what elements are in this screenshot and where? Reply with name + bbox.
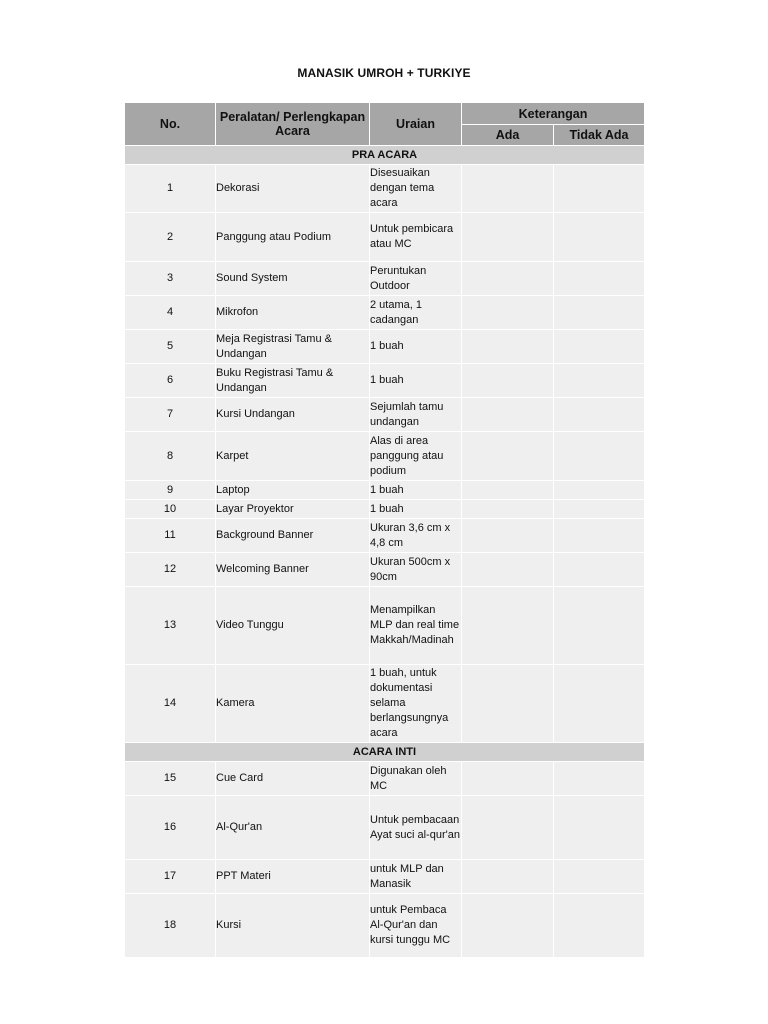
table-row — [125, 894, 645, 958]
row-not-available-cell — [554, 296, 645, 330]
table-row — [125, 860, 645, 894]
row-number: 10 — [125, 500, 216, 519]
row-number: 3 — [125, 262, 216, 296]
row-not-available-cell — [554, 894, 645, 958]
row-item: Kursi — [216, 894, 370, 958]
row-item: Cue Card — [216, 762, 370, 796]
row-number: 18 — [125, 894, 216, 958]
row-number: 17 — [125, 860, 216, 894]
header-not-available: Tidak Ada — [554, 125, 645, 146]
row-description: untuk Pembaca Al-Qur'an dan kursi tunggu MC — [370, 894, 462, 958]
row-available-cell — [462, 796, 554, 860]
row-available-cell — [462, 364, 554, 398]
row-available-cell — [462, 519, 554, 553]
section-title: PRA ACARA — [125, 146, 645, 165]
row-description: 2 utama, 1 cadangan — [370, 296, 462, 330]
row-not-available-cell — [554, 796, 645, 860]
row-number: 2 — [125, 213, 216, 262]
row-item: PPT Materi — [216, 860, 370, 894]
row-available-cell — [462, 587, 554, 665]
row-not-available-cell — [554, 481, 645, 500]
row-available-cell — [462, 165, 554, 213]
row-description: Untuk pembacaan Ayat suci al-qur'an — [370, 796, 462, 860]
row-number: 1 — [125, 165, 216, 213]
row-item: Video Tunggu — [216, 587, 370, 665]
document-title: MANASIK UMROH + TURKIYE — [297, 66, 471, 80]
row-description: Untuk pembicara atau MC — [370, 213, 462, 262]
row-not-available-cell — [554, 165, 645, 213]
row-available-cell — [462, 262, 554, 296]
row-item: Kursi Undangan — [216, 398, 370, 432]
row-item: Karpet — [216, 432, 370, 481]
row-item: Dekorasi — [216, 165, 370, 213]
row-not-available-cell — [554, 587, 645, 665]
table-row — [125, 762, 645, 796]
table-row — [125, 330, 645, 364]
table-row — [125, 500, 645, 519]
row-available-cell — [462, 213, 554, 262]
row-description: 1 buah — [370, 481, 462, 500]
row-description: untuk MLP dan Manasik — [370, 860, 462, 894]
row-available-cell — [462, 481, 554, 500]
row-not-available-cell — [554, 860, 645, 894]
header-item: Peralatan/ Perlengkapan Acara — [216, 103, 370, 146]
row-number: 16 — [125, 796, 216, 860]
row-not-available-cell — [554, 665, 645, 743]
row-description: Ukuran 3,6 cm x 4,8 cm — [370, 519, 462, 553]
row-available-cell — [462, 665, 554, 743]
row-description: Sejumlah tamu undangan — [370, 398, 462, 432]
equipment-checklist-table — [124, 102, 645, 958]
row-description: Disesuaikan dengan tema acara — [370, 165, 462, 213]
row-number: 7 — [125, 398, 216, 432]
table-row — [125, 165, 645, 213]
section-title: ACARA INTI — [125, 743, 645, 762]
table-row — [125, 262, 645, 296]
row-available-cell — [462, 296, 554, 330]
row-description: Alas di area panggung atau podium — [370, 432, 462, 481]
row-available-cell — [462, 398, 554, 432]
row-number: 12 — [125, 553, 216, 587]
row-available-cell — [462, 894, 554, 958]
row-item: Layar Proyektor — [216, 500, 370, 519]
table-row — [125, 213, 645, 262]
table-body — [125, 146, 645, 958]
header-no: No. — [125, 103, 216, 146]
row-item: Welcoming Banner — [216, 553, 370, 587]
table-row — [125, 296, 645, 330]
row-description: 1 buah — [370, 330, 462, 364]
row-description: 1 buah — [370, 500, 462, 519]
row-item: Laptop — [216, 481, 370, 500]
row-description: 1 buah — [370, 364, 462, 398]
table-row — [125, 432, 645, 481]
table-row — [125, 398, 645, 432]
row-not-available-cell — [554, 553, 645, 587]
row-available-cell — [462, 553, 554, 587]
row-item: Buku Registrasi Tamu & Undangan — [216, 364, 370, 398]
row-item: Meja Registrasi Tamu & Undangan — [216, 330, 370, 364]
row-available-cell — [462, 330, 554, 364]
row-not-available-cell — [554, 364, 645, 398]
row-description: Peruntukan Outdoor — [370, 262, 462, 296]
row-available-cell — [462, 860, 554, 894]
row-available-cell — [462, 500, 554, 519]
row-number: 15 — [125, 762, 216, 796]
header-status: Keterangan — [462, 103, 645, 125]
row-not-available-cell — [554, 262, 645, 296]
row-not-available-cell — [554, 500, 645, 519]
row-available-cell — [462, 762, 554, 796]
row-description: 1 buah, untuk dokumentasi selama berlangsungnya acara — [370, 665, 462, 743]
row-number: 6 — [125, 364, 216, 398]
row-description: Digunakan oleh MC — [370, 762, 462, 796]
table-row — [125, 481, 645, 500]
row-number: 13 — [125, 587, 216, 665]
table-row — [125, 364, 645, 398]
table-row — [125, 519, 645, 553]
row-not-available-cell — [554, 432, 645, 481]
row-number: 9 — [125, 481, 216, 500]
row-number: 4 — [125, 296, 216, 330]
row-description: Menampilkan MLP dan real time Makkah/Madinah — [370, 587, 462, 665]
row-not-available-cell — [554, 398, 645, 432]
table-header — [125, 103, 645, 146]
row-item: Sound System — [216, 262, 370, 296]
row-item: Background Banner — [216, 519, 370, 553]
table-row — [125, 587, 645, 665]
row-item: Mikrofon — [216, 296, 370, 330]
row-item: Panggung atau Podium — [216, 213, 370, 262]
row-not-available-cell — [554, 213, 645, 262]
row-available-cell — [462, 432, 554, 481]
row-number: 14 — [125, 665, 216, 743]
table-row — [125, 665, 645, 743]
section-row — [125, 743, 645, 762]
row-description: Ukuran 500cm x 90cm — [370, 553, 462, 587]
section-row — [125, 146, 645, 165]
row-not-available-cell — [554, 762, 645, 796]
row-number: 8 — [125, 432, 216, 481]
row-number: 5 — [125, 330, 216, 364]
row-not-available-cell — [554, 519, 645, 553]
row-item: Al-Qur'an — [216, 796, 370, 860]
row-not-available-cell — [554, 330, 645, 364]
header-description: Uraian — [370, 103, 462, 146]
table-row — [125, 553, 645, 587]
row-number: 11 — [125, 519, 216, 553]
table-row — [125, 796, 645, 860]
header-available: Ada — [462, 125, 554, 146]
row-item: Kamera — [216, 665, 370, 743]
